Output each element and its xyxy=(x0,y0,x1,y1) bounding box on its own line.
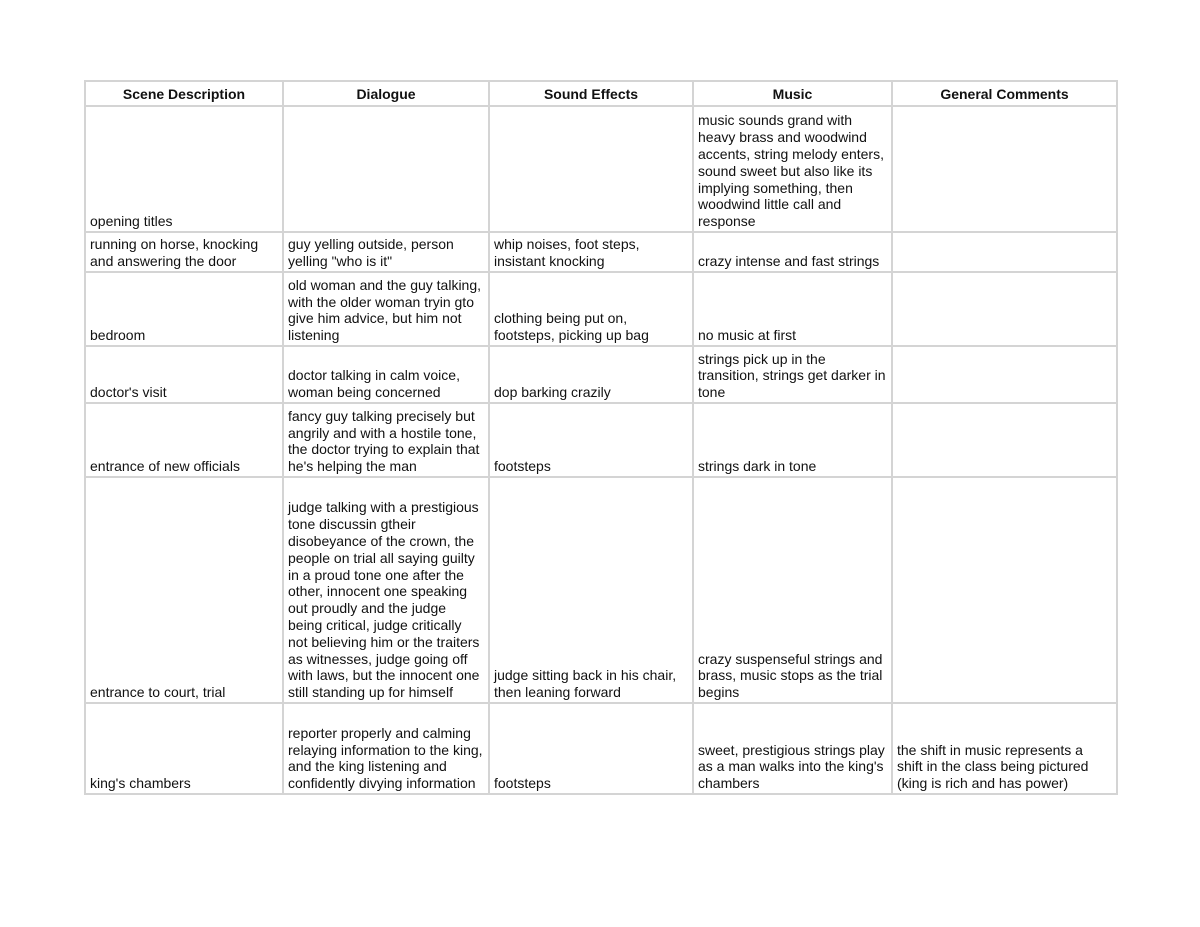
cell-music: music sounds grand with heavy brass and woodwind accents, string melody enters, sound sweet but also like its implying something, then woodwind little call and response xyxy=(693,106,892,232)
cell-sound-effects: clothing being put on, footsteps, picking up bag xyxy=(489,272,693,346)
header-music: Music xyxy=(693,81,892,106)
table-row xyxy=(85,346,1117,403)
header-general-comments: General Comments xyxy=(892,81,1117,106)
cell-scene: entrance of new officials xyxy=(85,403,283,477)
cell-dialogue: reporter properly and calming relaying information to the king, and the king listening and confidently divying information xyxy=(283,703,489,794)
cell-music: sweet, prestigious strings play as a man walks into the king's chambers xyxy=(693,703,892,794)
cell-dialogue: old woman and the guy talking, with the older woman tryin gto give him advice, but him not listening xyxy=(283,272,489,346)
cell-dialogue: judge talking with a prestigious tone discussin gtheir disobeyance of the crown, the people on trial all saying guilty in a proud tone one after the other, innocent one speaking out proudly and the judge being critical, judge critically not believing him or the traiters as witnesses, judge going off with laws, but the innocent one still standing up for himself xyxy=(283,477,489,703)
table-row xyxy=(85,703,1117,794)
scene-analysis-table xyxy=(84,80,1118,795)
cell-scene: running on horse, knocking and answering the door xyxy=(85,232,283,272)
cell-sound-effects: whip noises, foot steps, insistant knocking xyxy=(489,232,693,272)
cell-sound-effects: footsteps xyxy=(489,703,693,794)
cell-comments xyxy=(892,477,1117,703)
cell-scene: opening titles xyxy=(85,106,283,232)
cell-sound-effects xyxy=(489,106,693,232)
cell-scene: bedroom xyxy=(85,272,283,346)
header-row xyxy=(85,81,1117,106)
cell-sound-effects: judge sitting back in his chair, then leaning forward xyxy=(489,477,693,703)
cell-sound-effects: footsteps xyxy=(489,403,693,477)
cell-comments: the shift in music represents a shift in the class being pictured (king is rich and has power) xyxy=(892,703,1117,794)
cell-scene: entrance to court, trial xyxy=(85,477,283,703)
cell-music: strings pick up in the transition, strings get darker in tone xyxy=(693,346,892,403)
cell-music: no music at first xyxy=(693,272,892,346)
cell-comments xyxy=(892,232,1117,272)
cell-comments xyxy=(892,272,1117,346)
cell-dialogue: doctor talking in calm voice, woman being concerned xyxy=(283,346,489,403)
cell-sound-effects: dop barking crazily xyxy=(489,346,693,403)
header-sound-effects: Sound Effects xyxy=(489,81,693,106)
cell-music: crazy suspenseful strings and brass, music stops as the trial begins xyxy=(693,477,892,703)
table-row xyxy=(85,232,1117,272)
cell-music: strings dark in tone xyxy=(693,403,892,477)
cell-scene: doctor's visit xyxy=(85,346,283,403)
header-dialogue: Dialogue xyxy=(283,81,489,106)
table-row xyxy=(85,106,1117,232)
cell-comments xyxy=(892,106,1117,232)
table-row xyxy=(85,403,1117,477)
cell-dialogue xyxy=(283,106,489,232)
cell-comments xyxy=(892,403,1117,477)
header-scene-description: Scene Description xyxy=(85,81,283,106)
table-row xyxy=(85,272,1117,346)
table-row xyxy=(85,477,1117,703)
cell-dialogue: guy yelling outside, person yelling "who is it" xyxy=(283,232,489,272)
cell-scene: king's chambers xyxy=(85,703,283,794)
spreadsheet-page xyxy=(84,80,1116,795)
cell-dialogue: fancy guy talking precisely but angrily and with a hostile tone, the doctor trying to explain that he's helping the man xyxy=(283,403,489,477)
cell-music: crazy intense and fast strings xyxy=(693,232,892,272)
cell-comments xyxy=(892,346,1117,403)
